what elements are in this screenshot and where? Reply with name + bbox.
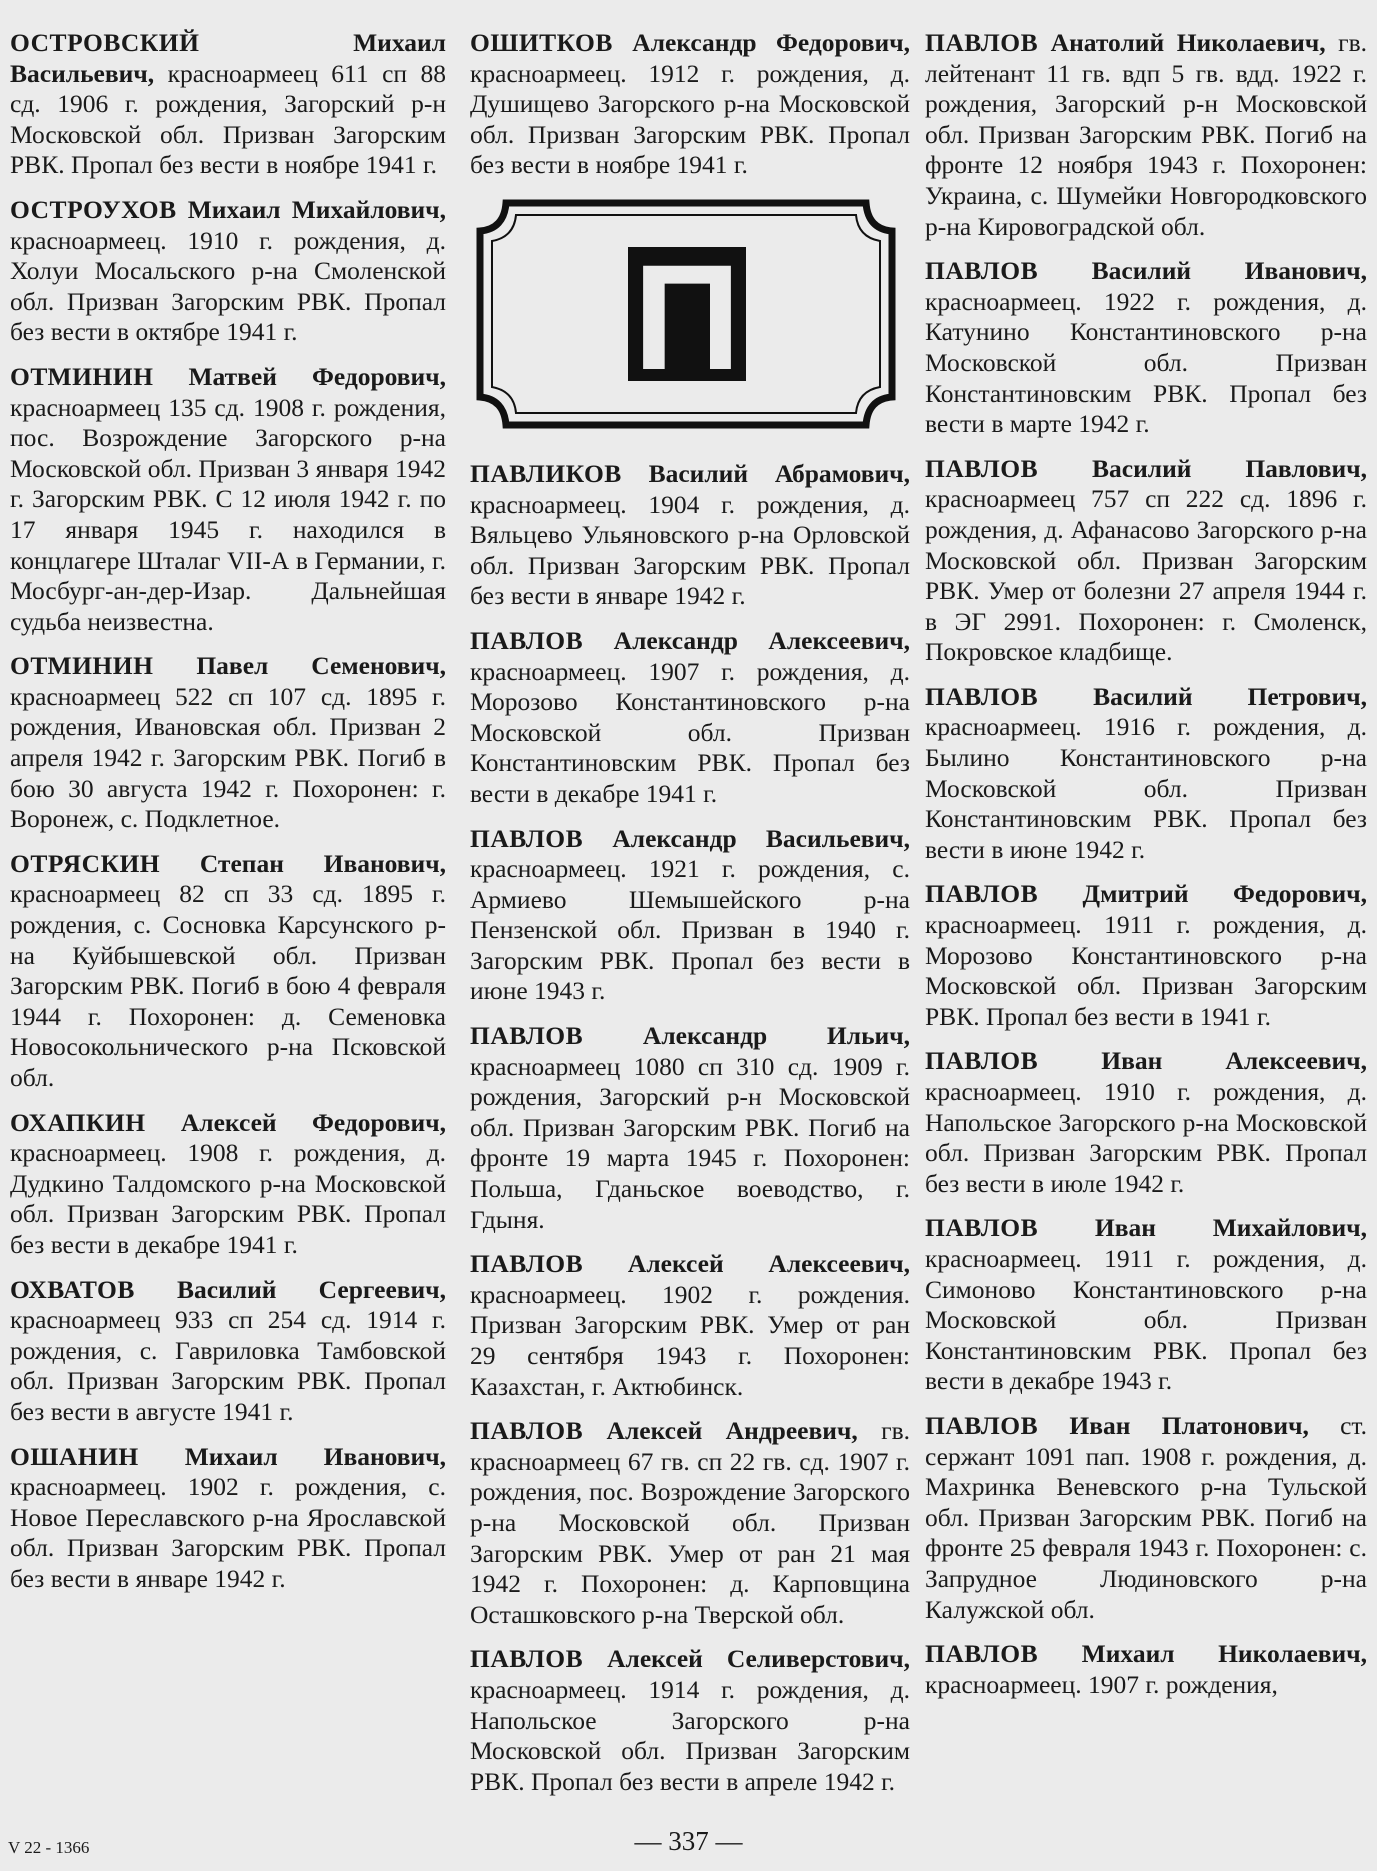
person-name (10, 1442, 446, 1471)
surname: ОСТРОУХОВ (10, 194, 177, 224)
person-name (470, 1416, 858, 1445)
given-name: Анатолий Николаевич, (1038, 28, 1326, 57)
surname: ПАВЛОВ (925, 681, 1039, 711)
memorial-entry (470, 459, 910, 612)
given-name: Алексей Федорович, (145, 1107, 446, 1137)
person-name (925, 454, 1367, 483)
surname: ПАВЛОВ (925, 453, 1039, 483)
surname: ПАВЛОВ (925, 1639, 1039, 1669)
person-name (10, 651, 446, 680)
print-code: V 22 - 1366 (8, 1838, 90, 1857)
surname: ПАВЛОВ (925, 1046, 1039, 1076)
person-name (925, 1213, 1367, 1242)
given-name: Иван Михайлович, (1038, 1213, 1367, 1243)
entry-text: красноармеец. 1907 г. рождения, д. Морозово Константиновского р-на Московской обл. Призван Константиновским РВК. Пропал без вести в декабре 1941 г. (470, 656, 910, 808)
entry-text: красноармеец 933 сп 254 сд. 1914 г. рождения, с. Гавриловка Тамбовской обл. Призван Загорским РВК. Пропал без вести в августе 1941 г. (10, 1305, 446, 1426)
surname: ПАВЛОВ (925, 879, 1039, 909)
memorial-entry (470, 626, 910, 810)
entry-text: красноармеец 82 сп 33 сд. 1895 г. рождения, с. Сосновка Карсунского р-на Куйбышевской обл. Призван Загорским РВК. Погиб в бою 4 февраля 1944 г. Похоронен: д. Семеновка Новосокольнического р-на Псковской обл. (10, 879, 446, 1092)
surname: ОТРЯСКИН (10, 848, 161, 878)
given-name: Василий Сергеевич, (134, 1274, 446, 1304)
entry-text: красноармеец. 1904 г. рождения, д. Вяльцево Ульяновского р-на Орловской обл. Призван Загорским РВК. Пропал без вести в январе 1942 г. (470, 489, 910, 611)
surname: ОШАНИН (10, 1441, 139, 1471)
given-name: Михаил Михайлович, (176, 194, 446, 224)
person-name (925, 256, 1367, 285)
frame-ornament-icon (476, 199, 896, 429)
person-name (10, 1108, 446, 1137)
entry-text: красноармеец. 1914 г. рождения, д. Напольское Загорского р-на Московской обл. Призван Загорским РВК. Пропал без вести в апреле 1942 г. (470, 1674, 910, 1796)
entry-text: красноармеец 135 сд. 1908 г. рождения, пос. Возрождение Загорского р-на Московской обл. Призван 3 января 1942 г. Загорским РВК. С 12 июля 1942 г. по 17 января 1945 г. находился в концлагере Шталаг VII-А в Германии, г. Мосбург-ан-дер-Изар. Дальнейшая судьба неизвестна. (10, 392, 446, 636)
person-name (470, 1644, 910, 1673)
column-1 (10, 28, 446, 1609)
entry-text: красноармеец. 1902 г. рождения, с. Новое Переславского р-на Ярославской обл. Призван Загорским РВК. Пропал без вести в январе 1942 г. (10, 1472, 446, 1593)
given-name: Павел Семенович, (153, 651, 446, 681)
entry-text: гв. красноармеец 67 гв. сп 22 гв. сд. 1907 г. рождения, пос. Возрождение Загорского р-на Московской обл. Призван Загорским РВК. Умер от ран 21 мая 1942 г. Похоронен: д. Карповщина Осташковского р-на Тверской обл. (470, 1416, 910, 1629)
given-name: Дмитрий Федорович, (1038, 879, 1367, 909)
entry-text: гв. лейтенант 11 гв. вдп 5 гв. вдд. 1922 г. рождения, Загорский р-н Московской обл. Призван Загорским РВК. Погиб на фронте 12 ноября 1943 г. Похоронен: Украина, с. Шумейки Новгородковского р-на Кировоградской обл. (925, 28, 1367, 241)
surname: ПАВЛОВ (925, 28, 1039, 57)
person-name (925, 1639, 1367, 1668)
given-name: Михаил Николаевич, (1038, 1639, 1367, 1669)
person-name (470, 1249, 910, 1278)
given-name: Василий Петрович, (1038, 681, 1367, 711)
surname: ПАВЛОВ (470, 1021, 584, 1051)
memorial-entry (470, 1644, 910, 1797)
surname: ОХАПКИН (10, 1107, 146, 1137)
entry-text: красноармеец 522 сп 107 сд. 1895 г. рождения, Ивановская обл. Призван 2 апреля 1942 г. Загорским РВК. Погиб в бою 30 августа 1942 г. Похоронен: г. Воронеж, с. Подклетное. (10, 681, 446, 834)
entry-text: красноармеец. 1902 г. рождения. Призван Загорским РВК. Умер от ран 29 сентября 1943 г. Похоронен: Казахстан, г. Актюбинск. (470, 1279, 910, 1401)
given-name: Иван Алексеевич, (1038, 1046, 1367, 1076)
surname: ПАВЛОВ (470, 625, 584, 655)
surname: ОСТРОВСКИЙ (10, 28, 200, 57)
surname: ПАВЛОВ (470, 1249, 584, 1279)
memorial-entry (470, 1416, 910, 1630)
memorial-entry (925, 1213, 1367, 1397)
surname: ПАВЛОВ (470, 1416, 584, 1446)
entry-text: красноармеец. 1911 г. рождения, д. Симоново Константиновского р-на Московской обл. Призван Константиновским РВК. Пропал без вести в декабре 1943 г. (925, 1243, 1367, 1396)
given-name: Алексей Андреевич, (583, 1416, 858, 1446)
person-name (470, 1021, 910, 1050)
person-name (10, 362, 446, 391)
entry-text: красноармеец. 1910 г. рождения, д. Напольское Загорского р-на Московской обл. Призван Загорским РВК. Пропал без вести в июле 1942 г. (925, 1077, 1367, 1198)
memorial-entry (470, 1021, 910, 1235)
person-name (925, 1046, 1367, 1075)
given-name: Александр Алексеевич, (583, 625, 910, 655)
given-name: Алексей Селиверстович, (583, 1644, 910, 1674)
entry-text: красноармеец 611 сп 88 сд. 1906 г. рождения, Загорский р-н Московской обл. Призван Загорским РВК. Пропал без вести в ноябре 1941 г. (10, 58, 446, 180)
memorial-entry (925, 879, 1367, 1032)
memorial-entry (925, 1639, 1367, 1700)
surname: ПАВЛОВ (925, 1410, 1039, 1440)
person-name (10, 1275, 446, 1304)
memorial-entry (925, 256, 1367, 440)
given-name: Василий Павлович, (1038, 453, 1367, 483)
memorial-entry (10, 1442, 446, 1595)
memorial-entry (925, 28, 1367, 242)
given-name: Степан Иванович, (160, 848, 446, 878)
person-name (925, 1411, 1309, 1440)
surname: ПАВЛИКОВ (470, 458, 622, 488)
person-name (925, 682, 1367, 711)
entry-text: красноармеец 1080 сп 310 сд. 1909 г. рождения, Загорский р-н Московской обл. Призван Загорским РВК. Погиб на фронте 19 марта 1945 г. Похоронен: Польша, Гданьское воеводство, г. Гдыня. (470, 1051, 910, 1234)
surname: ПАВЛОВ (470, 1644, 584, 1674)
entry-text: красноармеец. 1908 г. рождения, д. Дудкино Талдомского р-на Московской обл. Призван Загорским РВК. Пропал без вести в декабре 1941 г. (10, 1138, 446, 1259)
given-name: Михаил Васильевич, (10, 28, 446, 88)
memorial-entry (925, 682, 1367, 866)
person-name (470, 824, 910, 853)
given-name: Алексей Алексеевич, (583, 1249, 910, 1279)
given-name: Михаил Иванович, (138, 1441, 446, 1471)
surname: ОТМИНИН (10, 651, 154, 681)
surname: ОТМИНИН (10, 361, 154, 391)
person-name (470, 28, 910, 57)
surname: ПАВЛОВ (925, 1213, 1039, 1243)
memorial-entry (10, 195, 446, 348)
person-name (925, 879, 1367, 908)
surname: ОШИТКОВ (470, 28, 613, 57)
memorial-entry (925, 454, 1367, 668)
entry-text: красноармеец. 1916 г. рождения, д. Былино Константиновского р-на Московской обл. Призван Константиновским РВК. Пропал без вести в июне 1942 г. (925, 712, 1367, 864)
person-name (10, 195, 446, 224)
person-name (470, 626, 910, 655)
person-name (925, 28, 1326, 57)
entry-text: ст. сержант 1091 пап. 1908 г. рождения, д. Махринка Веневского р-на Тульской обл. Призван Загорским РВК. Погиб на фронте 25 февраля 1943 г. Похоронен: с. Запрудное Людиновского р-на Калужской обл. (925, 1410, 1368, 1624)
given-name: Александр Федорович, (612, 28, 910, 57)
memorial-entry (470, 1249, 910, 1402)
entry-text: красноармеец. 1911 г. рождения, д. Морозово Константиновского р-на Московской обл. Призван Загорским РВК. Пропал без вести в 1941 г. (925, 910, 1367, 1031)
surname: ПАВЛОВ (925, 256, 1039, 286)
entry-text: красноармеец. 1907 г. рождения, (925, 1669, 1278, 1699)
given-name: Матвей Федорович, (153, 361, 446, 391)
memorial-entry (10, 1275, 446, 1428)
column-3 (925, 28, 1367, 1714)
column-2 (470, 28, 910, 1811)
memorial-entry (10, 362, 446, 637)
memorial-entry (10, 1108, 446, 1261)
memorial-entry (470, 824, 910, 1008)
person-name (470, 459, 910, 488)
given-name: Александр Ильич, (583, 1021, 910, 1051)
memorial-entry (470, 28, 910, 181)
page-number: — 337 — (634, 1826, 743, 1856)
person-name (10, 849, 446, 878)
given-name: Иван Платонович, (1038, 1410, 1309, 1440)
given-name: Василий Абрамович, (621, 458, 910, 488)
entry-text: красноармеец. 1922 г. рождения, д. Катунино Константиновского р-на Московской обл. Призван Константиновским РВК. Пропал без вести в марте 1942 г. (925, 286, 1367, 439)
given-name: Василий Иванович, (1038, 256, 1367, 286)
entry-text: красноармеец. 1912 г. рождения, д. Душищево Загорского р-на Московской обл. Призван Загорским РВК. Пропал без вести в ноябре 1941 г. (470, 58, 910, 180)
surname: ПАВЛОВ (470, 823, 584, 853)
surname: ОХВАТОВ (10, 1274, 135, 1304)
entry-text: красноармеец. 1910 г. рождения, д. Холуи Мосальского р-на Смоленской обл. Призван Загорским РВК. Пропал без вести в октябре 1941 г. (10, 225, 446, 347)
entry-text: красноармеец 757 сп 222 сд. 1896 г. рождения, д. Афанасово Загорского р-на Московской обл. Призван Загорским РВК. Умер от болезни 27 апреля 1944 г. в ЭГ 2991. Похоронен: г. Смоленск, Покровское кладбище. (925, 484, 1367, 667)
memorial-entry (10, 28, 446, 181)
given-name: Александр Васильевич, (583, 823, 910, 853)
entry-text: красноармеец. 1921 г. рождения, с. Армиево Шемышейского р-на Пензенской обл. Призван в 1940 г. Загорским РВК. Пропал без вести в июне 1943 г. (470, 854, 910, 1006)
memorial-entry (925, 1411, 1367, 1625)
section-letter: П (633, 232, 741, 401)
memorial-entry (10, 849, 446, 1094)
section-letter-frame (476, 199, 896, 429)
memorial-entry (925, 1046, 1367, 1199)
memorial-entry (10, 651, 446, 835)
